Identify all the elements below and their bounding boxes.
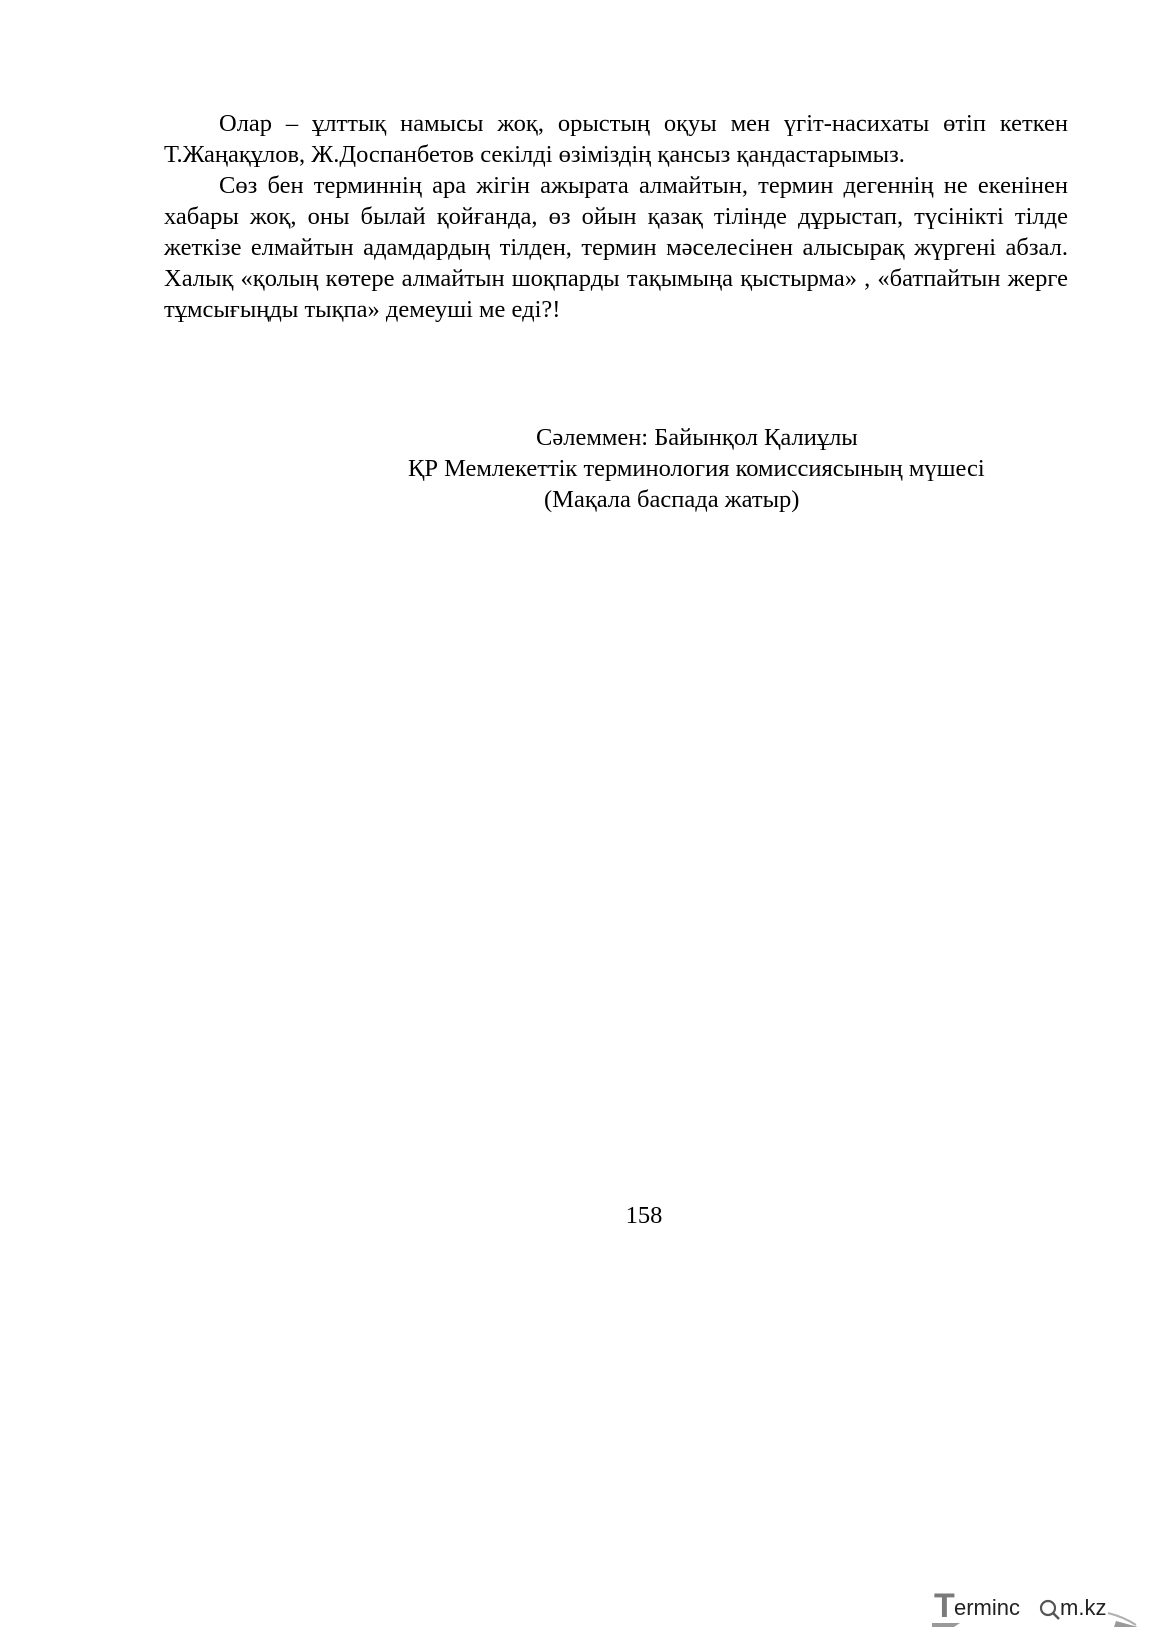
svg-text:m.kz: m.kz: [1060, 1595, 1107, 1620]
termincom-watermark-logo: [930, 1583, 1140, 1629]
article-body: [164, 108, 1068, 325]
svg-text:T: T: [934, 1587, 955, 1625]
paragraph-2: Сөз бен терминнің ара жігін ажырата алмайтын, термин дегеннің не екенінен хабары жоқ, оны былай қойғанда, өз ойын қазақ тілінде дұрыстап, түсінікті тілде жеткізе елмайтын адамдардың тілден, термин мәселесінен алысырақ жүргені абзал. Халық «қолың көтере алмайтын шоқпарды тақымыңа қыстырма» , «батпайтын жерге тұмсығыңды тықпа» демеуші ме еді?!: [164, 172, 1068, 323]
page-number-container: [0, 1200, 1158, 1231]
paragraph-1: Олар – ұлттық намысы жоқ, орыстың оқуы мен үгіт-насихаты өтіп кеткен Т.Жаңақұлов, Ж.Доспанбетов секілді өзіміздің қансыз қандастарымыз.: [164, 110, 1068, 168]
signature-note: (Мақала баспада жатыр): [544, 486, 800, 513]
page-number: 158: [625, 1202, 663, 1229]
signature-position: ҚР Мемлекеттік терминология комиссиясының мүшесі: [408, 455, 985, 482]
signature-greeting: Сәлеммен: Байынқол Қалиұлы: [536, 424, 858, 451]
svg-text:erminc: erminc: [954, 1595, 1021, 1620]
watermark-logo-graphic: [930, 1583, 1140, 1629]
